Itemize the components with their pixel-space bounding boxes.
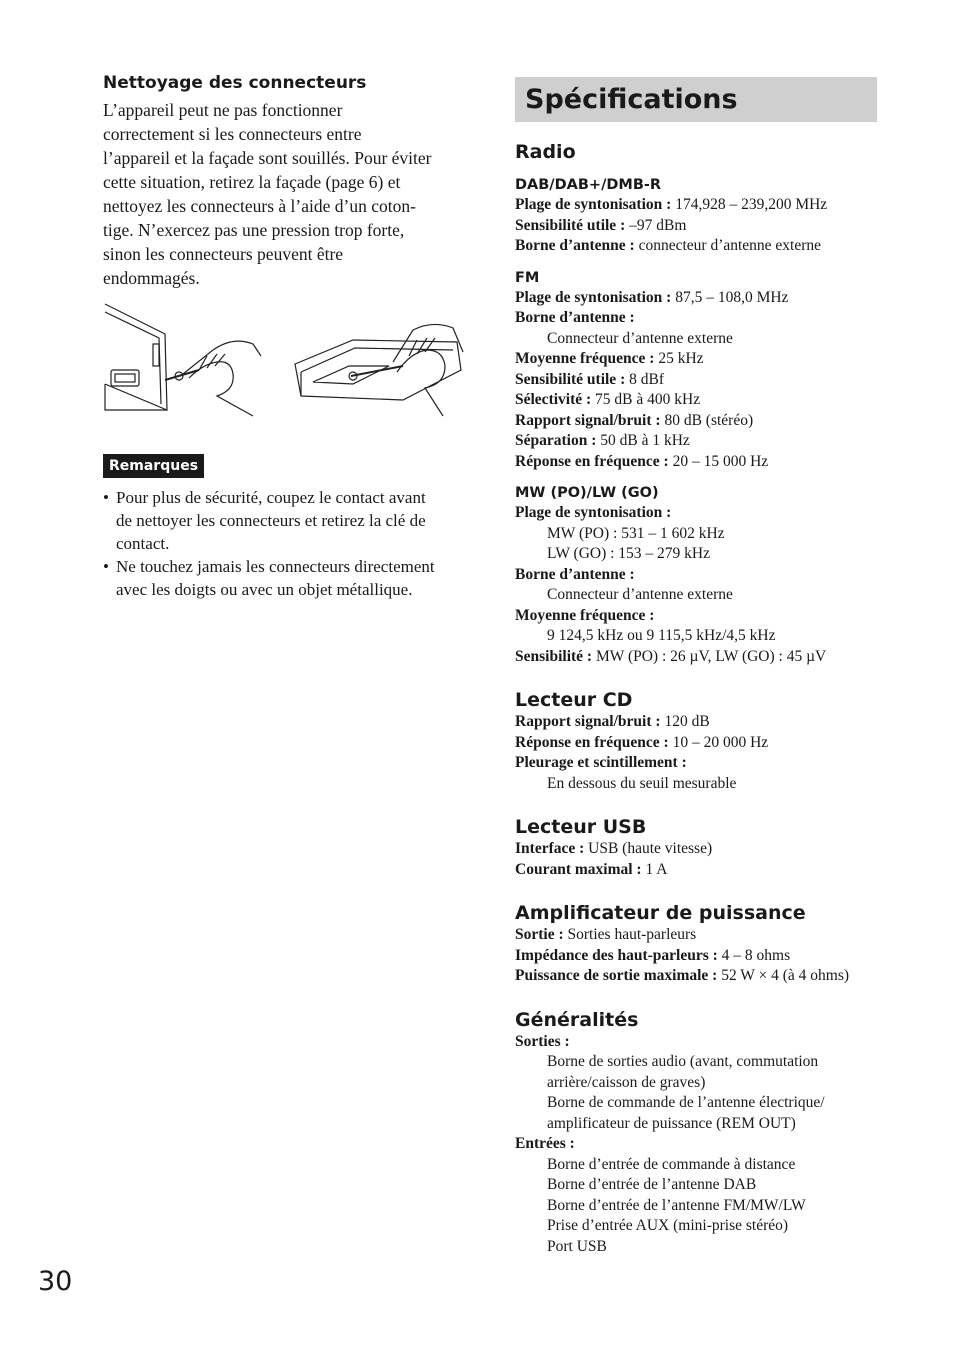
spec-label: Réponse en fréquence : <box>515 452 669 470</box>
spec-row <box>515 925 877 946</box>
spec-label: Sensibilité : <box>515 647 593 665</box>
bullet-line: Pour plus de sécurité, coupez le contact avant <box>116 488 426 507</box>
para-line: l’appareil et la façade sont souillés. Pour éviter <box>103 148 432 168</box>
spec-row <box>515 626 877 647</box>
spec-value: En dessous du seuil mesurable <box>547 774 737 792</box>
bullet-line: Ne touchez jamais les connecteurs directement <box>116 557 435 576</box>
spec-value: 75 dB à 400 kHz <box>591 391 701 408</box>
spec-value: 8 dBf <box>625 370 664 388</box>
spec-label: Sélectivité : <box>515 391 592 408</box>
spec-label: Sorties : <box>515 1032 570 1050</box>
bullet-line: contact. <box>116 534 170 553</box>
spec-label: Impédance des haut-parleurs : <box>515 946 718 964</box>
spec-row <box>515 1052 877 1073</box>
bullet-line: de nettoyer les connecteurs et retirez la clé de <box>116 511 426 530</box>
spec-list-mw-lw <box>515 503 877 667</box>
spec-row <box>515 452 877 473</box>
spec-row <box>515 544 877 565</box>
spec-label: Sortie : <box>515 926 564 943</box>
spec-label: Moyenne fréquence : <box>515 350 655 367</box>
spec-value: Borne d’entrée de commande à distance <box>547 1155 796 1173</box>
spec-row <box>515 1216 877 1237</box>
bullet-dot: • <box>103 557 109 576</box>
spec-value: LW (GO) : 153 – 279 kHz <box>547 545 711 562</box>
bullet-dot: • <box>103 488 109 507</box>
spec-label: Borne d’antenne : <box>515 565 635 583</box>
spec-value: arrière/caisson de graves) <box>547 1073 706 1091</box>
spec-label: Sensibilité utile : <box>515 370 626 388</box>
spec-value: USB (haute vitesse) <box>584 840 713 857</box>
para-line: L’appareil peut ne pas fonctionner <box>103 100 343 120</box>
spec-row <box>515 946 877 967</box>
specifications-section <box>515 77 877 1257</box>
spec-value: 4 – 8 ohms <box>717 946 791 964</box>
bullet-line: avec les doigts ou avec un objet métallique. <box>116 580 413 599</box>
spec-value: 20 – 15 000 Hz <box>668 452 769 470</box>
remarks-list <box>103 486 465 601</box>
spec-value: Prise d’entrée AUX (mini-prise stéréo) <box>547 1217 789 1234</box>
unit-cleaning-drawing <box>103 300 263 424</box>
spec-row <box>515 1155 877 1176</box>
spec-label: Séparation : <box>515 432 597 449</box>
spec-row <box>515 1175 877 1196</box>
spec-row <box>515 431 877 452</box>
spec-value: Sorties haut-parleurs <box>563 926 697 943</box>
section-heading-amplifier: Amplificateur de puissance <box>515 902 806 924</box>
spec-label: Puissance de sortie maximale : <box>515 967 718 984</box>
spec-value: 174,928 – 239,200 MHz <box>671 196 828 213</box>
spec-value: 52 W × 4 (à 4 ohms) <box>717 967 850 984</box>
spec-label: Courant maximal : <box>515 860 642 878</box>
spec-value: 80 dB (stéréo) <box>660 411 754 429</box>
cleaning-illustration <box>103 300 465 424</box>
spec-list-usb <box>515 839 877 880</box>
spec-value: Borne de sorties audio (avant, commutation <box>547 1053 819 1070</box>
para-line: correctement si les connecteurs entre <box>103 124 362 144</box>
spec-row <box>515 565 877 586</box>
spec-row <box>515 1114 877 1135</box>
spec-value: –97 dBm <box>625 216 687 234</box>
spec-row <box>515 753 877 774</box>
spec-label: Plage de syntonisation : <box>515 196 672 213</box>
spec-value: Port USB <box>547 1237 607 1255</box>
spec-label: Pleurage et scintillement : <box>515 754 687 771</box>
spec-list-fm <box>515 288 877 473</box>
remarks-badge: Remarques <box>103 454 204 478</box>
spec-label: Rapport signal/bruit : <box>515 713 661 730</box>
section-heading-usb: Lecteur USB <box>515 816 647 838</box>
spec-list-amplifier <box>515 925 877 987</box>
spec-row <box>515 774 877 795</box>
spec-row <box>515 1237 877 1258</box>
spec-value: 1 A <box>641 860 668 878</box>
spec-label: Interface : <box>515 840 585 857</box>
spec-value: 9 124,5 kHz ou 9 115,5 kHz/4,5 kHz <box>547 627 776 644</box>
spec-row <box>515 1032 877 1053</box>
spec-row <box>515 524 877 545</box>
spec-row <box>515 411 877 432</box>
para-line: nettoyez les connecteurs à l’aide d’un coton- <box>103 196 416 216</box>
para-line: tige. N’exercez pas une pression trop forte, <box>103 220 405 240</box>
spec-row <box>515 1134 877 1155</box>
spec-value: Borne d’entrée de l’antenne DAB <box>547 1176 757 1193</box>
spec-row <box>515 216 877 237</box>
spec-value: MW (PO) : 26 µV, LW (GO) : 45 µV <box>592 647 827 665</box>
spec-row <box>515 966 877 987</box>
section-heading-cd: Lecteur CD <box>515 689 633 711</box>
list-item <box>103 555 465 601</box>
spec-row <box>515 1196 877 1217</box>
list-item <box>103 486 465 555</box>
spec-row <box>515 236 877 257</box>
spec-row <box>515 195 877 216</box>
spec-list-general <box>515 1032 877 1258</box>
spec-row <box>515 288 877 309</box>
spec-value: connecteur d’antenne externe <box>634 237 822 254</box>
subheading-fm: FM <box>515 269 540 286</box>
spec-row <box>515 606 877 627</box>
spec-row <box>515 308 877 329</box>
spec-row <box>515 503 877 524</box>
spec-row <box>515 370 877 391</box>
spec-label: Entrées : <box>515 1135 575 1152</box>
cleaning-section <box>103 72 465 601</box>
spec-row <box>515 329 877 350</box>
section-heading-radio: Radio <box>515 141 576 163</box>
spec-row <box>515 390 877 411</box>
spec-list-cd <box>515 712 877 794</box>
spec-label: Réponse en fréquence : <box>515 733 669 751</box>
spec-list-dab <box>515 195 877 257</box>
spec-label: Plage de syntonisation : <box>515 504 672 521</box>
spec-value: Borne d’entrée de l’antenne FM/MW/LW <box>547 1196 806 1214</box>
para-line: sinon les connecteurs peuvent être <box>103 244 344 264</box>
spec-row <box>515 712 877 733</box>
spec-value: 87,5 – 108,0 MHz <box>671 288 789 306</box>
spec-label: Plage de syntonisation : <box>515 288 672 306</box>
spec-value: MW (PO) : 531 – 1 602 kHz <box>547 524 725 542</box>
spec-value: Connecteur d’antenne externe <box>547 329 733 347</box>
spec-row <box>515 860 877 881</box>
subheading-mw-lw: MW (PO)/LW (GO) <box>515 485 659 501</box>
spec-row <box>515 839 877 860</box>
spec-label: Rapport signal/bruit : <box>515 411 661 429</box>
spec-value: Borne de commande de l’antenne électrique/ <box>547 1094 825 1111</box>
spec-row <box>515 647 877 668</box>
spec-label: Borne d’antenne : <box>515 237 635 254</box>
spec-row <box>515 1073 877 1094</box>
page-number: 30 <box>38 1266 73 1297</box>
spec-value: amplificateur de puissance (REM OUT) <box>547 1114 796 1132</box>
cleaning-paragraph <box>103 98 465 290</box>
spec-label: Moyenne fréquence : <box>515 606 655 624</box>
spec-row <box>515 585 877 606</box>
subheading-dab: DAB/DAB+/DMB-R <box>515 177 662 193</box>
faceplate-cleaning-drawing <box>293 300 465 424</box>
spec-value: 120 dB <box>660 713 710 730</box>
spec-row <box>515 733 877 754</box>
para-line: endommagés. <box>103 268 200 288</box>
spec-label: Borne d’antenne : <box>515 309 635 326</box>
spec-label: Sensibilité utile : <box>515 216 626 234</box>
spec-value: 10 – 20 000 Hz <box>668 733 769 751</box>
spec-row <box>515 1093 877 1114</box>
spec-value: Connecteur d’antenne externe <box>547 586 733 603</box>
section-heading-general: Généralités <box>515 1008 639 1031</box>
spec-value: 25 kHz <box>654 350 704 367</box>
spec-row <box>515 349 877 370</box>
spec-value: 50 dB à 1 kHz <box>596 432 690 449</box>
para-line: cette situation, retirez la façade (page 6) et <box>103 172 401 192</box>
page-title: Spécifications <box>515 77 877 122</box>
cleaning-heading: Nettoyage des connecteurs <box>103 73 367 93</box>
